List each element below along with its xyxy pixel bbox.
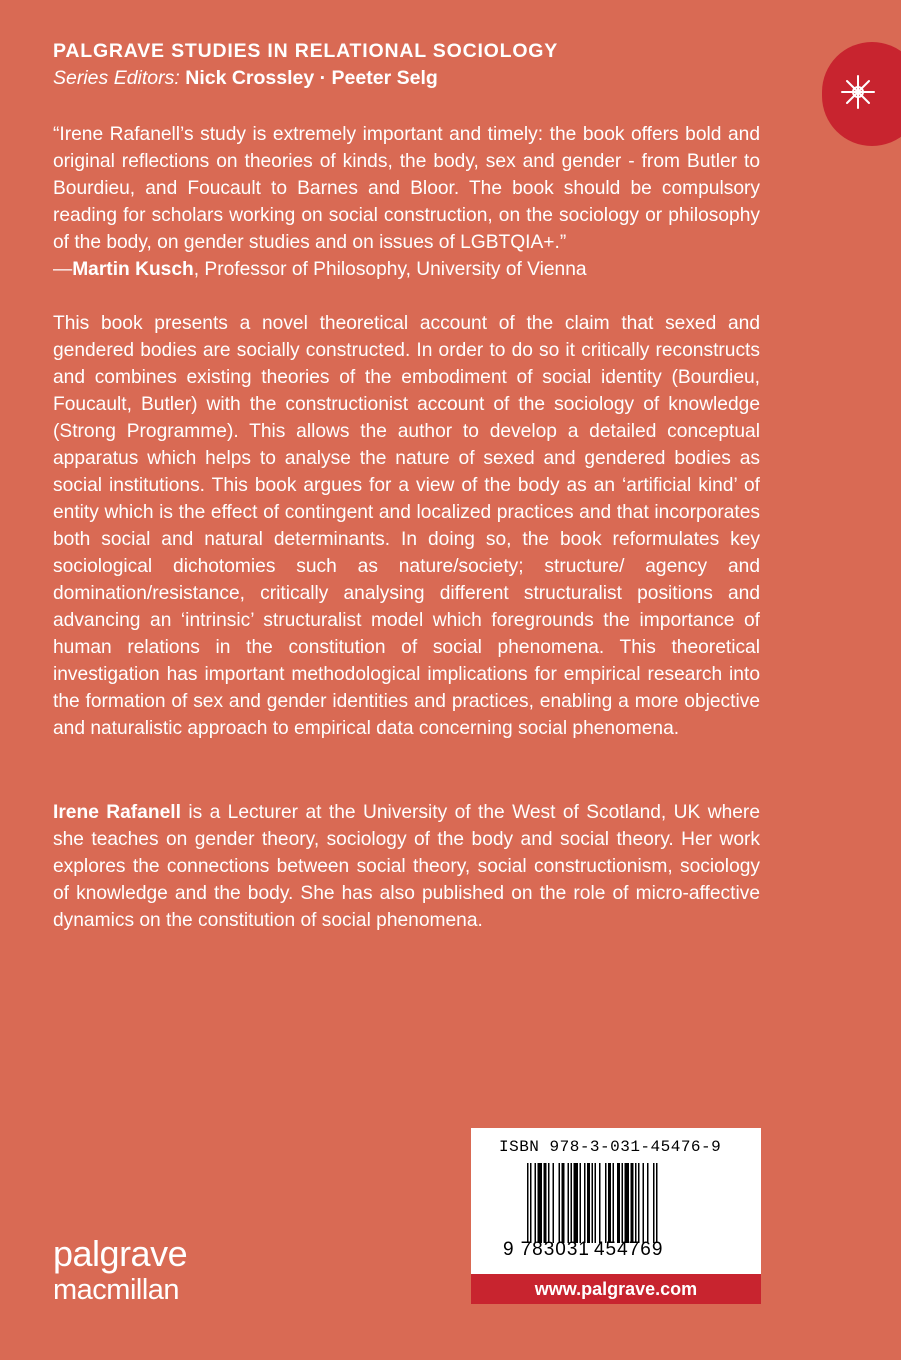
barcode-bar — [535, 1163, 537, 1243]
barcode-bar — [605, 1163, 607, 1243]
barcode-bar — [553, 1163, 555, 1243]
attribution-dash: — — [53, 259, 73, 280]
barcode-bar — [653, 1163, 655, 1243]
barcode-bar — [584, 1163, 586, 1243]
barcode-bar — [530, 1163, 532, 1243]
publisher-logo-line1: palgrave — [53, 1233, 188, 1274]
barcode-bar — [559, 1163, 561, 1243]
author-bio-text: is a Lecturer at the University of the West of Scotland, UK where she teaches on gender theory, sociology of the body and social theory. Her work explores the connections between social theory, social constructionism, sociology of knowledge and the body. She has also published on the role of micro-affective dynamics on the constitution of social phenomena. — [53, 802, 760, 931]
barcode-bar — [574, 1163, 579, 1243]
barcode-digits — [503, 1239, 663, 1261]
barcode-bar — [638, 1163, 640, 1243]
isbn-label: ISBN 978-3-031-45476-9 — [499, 1138, 722, 1156]
series-title: PALGRAVE STUDIES IN RELATIONAL SOCIOLOGY — [53, 40, 559, 62]
endorsement-attribution — [53, 256, 587, 283]
barcode-bar — [595, 1163, 597, 1243]
barcode-bar — [625, 1163, 630, 1243]
endorser-name: Martin Kusch — [72, 259, 194, 280]
author-name: Irene Rafanell — [53, 802, 181, 823]
series-editors-label: Series Editors: — [53, 67, 180, 89]
publisher-logo — [53, 1234, 187, 1306]
barcode-digits-left: 783031 — [520, 1239, 590, 1260]
author-bio — [53, 799, 760, 934]
barcode-bar — [592, 1163, 594, 1243]
barcode-bar — [635, 1163, 637, 1243]
book-description: This book presents a novel theoretical account of the claim that sexed and gendered bodies are socially constructed. In order to do so it critically reconstructs and combines existing theories of the embodiment of social identity (Bourdieu, Foucault, Butler) with the constructionist account of the sociology of knowledge (Strong Programme). This allows the author to develop a detailed conceptual apparatus which helps to analyse the nature of sexed and gendered bodies as social institutions. This book argues for a view of the body as an ‘artificial kind’ of entity which is the effect of contingent and localized practices and that incorporates both social and natural determinants. In doing so, the book reformulates key sociological dichotomies such as nature/society; structure/ agency and domination/resistance, critically analysing different structuralist positions and advancing an ‘intrinsic’ structuralist model which foregrounds the importance of human relations in the constitution of social phenomena. This theoretical investigation has important methodological implications for empirical research into the formation of sex and gender identities and practices, enabling a more objective and naturalistic approach to empirical data concerning social phenomena. — [53, 313, 760, 739]
barcode-bar — [544, 1163, 547, 1243]
barcode-bar — [562, 1163, 565, 1243]
barcode-bar — [631, 1163, 634, 1243]
series-editors — [53, 67, 438, 90]
publisher-url: www.palgrave.com — [471, 1274, 761, 1304]
endorser-affiliation: , Professor of Philosophy, University of Vienna — [193, 259, 587, 280]
barcode-bar — [587, 1163, 590, 1243]
publisher-logo-line2: macmillan — [53, 1274, 180, 1306]
barcode-bar — [568, 1163, 570, 1243]
barcode-bar — [571, 1163, 573, 1243]
barcode — [527, 1163, 717, 1243]
barcode-bar — [608, 1163, 611, 1243]
barcode-bar — [580, 1163, 582, 1243]
springer-horse-icon — [838, 72, 878, 112]
barcode-digit-lead: 9 — [503, 1239, 515, 1260]
barcode-bar — [599, 1163, 601, 1243]
barcode-digits-right: 454769 — [593, 1239, 664, 1260]
barcode-bar — [548, 1163, 550, 1243]
endorsement-quote: “Irene Rafanell’s study is extremely important and timely: the book offers bold and original reflections on theories of kinds, the body, sex and gender - from Butler to Bourdieu, and Foucault to Barnes and Bloor. The book should be compulsory reading for scholars working on social construction, on the sociology or philosophy of the body, on gender studies and on issues of LGBTQIA+.” — [53, 124, 760, 253]
barcode-bar — [538, 1163, 543, 1243]
series-editors-names: Nick Crossley · Peeter Selg — [185, 67, 438, 89]
barcode-bar — [613, 1163, 615, 1243]
barcode-bar — [622, 1163, 624, 1243]
barcode-bar — [527, 1163, 529, 1243]
barcode-bar — [647, 1163, 649, 1243]
barcode-bar — [643, 1163, 645, 1243]
isbn-barcode-box — [471, 1128, 761, 1304]
springer-badge — [822, 42, 901, 146]
barcode-bar — [617, 1163, 620, 1243]
barcode-bar — [656, 1163, 658, 1243]
